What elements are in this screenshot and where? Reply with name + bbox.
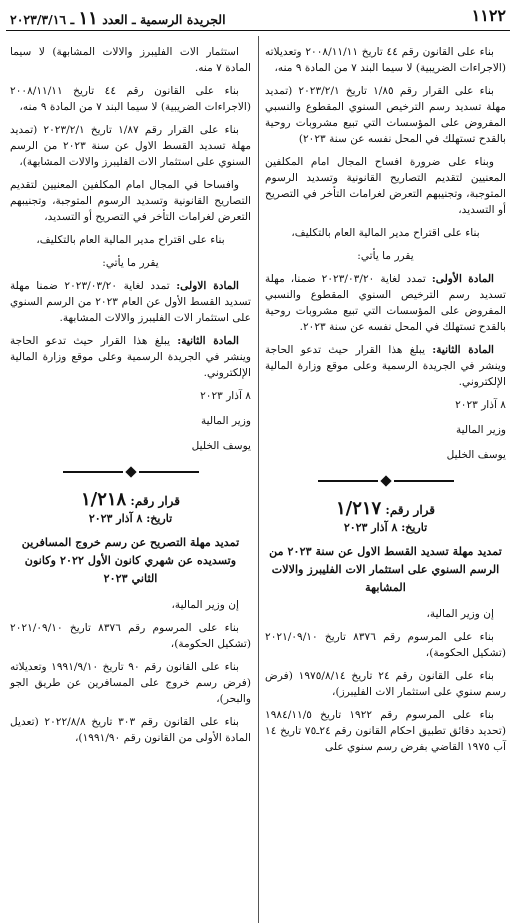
paragraph: بناء على المرسوم رقم ١٩٢٢ تاريخ ١٩٨٤/١١/٥ (تحديد دقائق تطبيق احكام القانون رقم ٢٤ـ٧٥ تاريخ ١٤ آب ١٩٧٥ القاضي بفرض رسم سنوي على [265, 709, 506, 753]
signature-date: ٨ آذار ٢٠٢٣ [455, 399, 506, 411]
article-2 [265, 342, 506, 390]
paragraph: بناء على القانون رقم ٤٤ تاريخ ٢٠٠٨/١١/١١ (الاجراءات الضريبية) لا سيما البند ٧ من المادة ٩ منه، [10, 85, 251, 113]
decides-line: يقرر ما يأتي: [357, 250, 414, 262]
decision-number: قرار رقم: ١/٢١٨ [80, 489, 181, 510]
paragraph: بناء على القانون رقم ٢٤ تاريخ ١٩٧٥/٨/١٤ (فرض رسم سنوي على استثمار الات الفليبرز)، [265, 670, 506, 698]
proposal-line: بناء على اقتراح مدير المالية العام بالتكليف، [291, 227, 480, 239]
decision-date: تاريخ: ٨ آذار ٢٠٢٣ [88, 512, 173, 525]
article-label: المادة الثانية: [432, 344, 494, 356]
paragraph: إن وزير المالية، [426, 608, 494, 620]
decision-title: تمديد مهلة التصريح عن رسم خروج المسافرين وتسديده عن شهري كانون الأول ٢٠٢٢ وكانون الثاني ٢٠٢٣ [21, 535, 240, 585]
article-text: تمدد لغاية ٢٠٢٣/٠٣/٢٠ ضمنا، مهلة تسديد رسم الترخيص السنوي المقطوع والنسبي المفروض على المؤسسات التي تبيع مشروبات روحية بالقدح تستهلك في المحل نفسه عن سنة ٢٠٢٣. [265, 273, 506, 333]
article-text: تمدد لغاية ٢٠٢٣/٠٣/٢٠ ضمنا مهلة تسديد القسط الأول عن العام ٢٠٢٣ من الرسم السنوي على استثمار الات الفليبرز والالات المشابهة. [10, 280, 251, 324]
signature-date: ٨ آذار ٢٠٢٣ [200, 390, 251, 402]
paragraph: استثمار الات الفليبرز والالات المشابهة) لا سيما المادة ٧ منه. [10, 46, 251, 74]
paragraph: بناء على المرسوم رقم ٨٣٧٦ تاريخ ٢٠٢١/٠٩/١٠ (تشكيل الحكومة)، [265, 631, 506, 659]
paragraph: بناء على القرار رقم ١/٨٥ تاريخ ٢٠٢٣/٢/١ (تمديد مهلة تسديد رسم الترخيص السنوي المقطوع والنسبي المفروض على المؤسسات التي تبيع مشروبات روحية بالقدح تستهلك في المحل نفسه عن سنة ٢٠٢٣) [265, 85, 506, 145]
paragraph: بناء على المرسوم رقم ٨٣٧٦ تاريخ ٢٠٢١/٠٩/١٠ (تشكيل الحكومة)، [10, 622, 251, 650]
header-rule [6, 30, 510, 31]
left-column [10, 44, 251, 753]
article-text: يبلغ هذا القرار حيث تدعو الحاجة وينشر في الجريدة الرسمية وعلى موقع وزارة المالية الإلكتروني. [10, 335, 251, 379]
article-text: يبلغ هذا القرار حيث تدعو الحاجة وينشر في الجريدة الرسمية وعلى موقع وزارة المالية الإلكتروني. [265, 344, 506, 388]
paragraph: بناء على القرار رقم ١/٨٧ تاريخ ٢٠٢٣/٢/١ (تمديد مهلة تسديد القسط الاول عن سنة ٢٠٢٣ من الرسم السنوي على استثمار الات الفليبرز والالات المشابهة)، [10, 124, 252, 168]
signature-title: وزير المالية [455, 424, 506, 436]
gazette-title [10, 8, 226, 29]
article-2 [10, 333, 251, 381]
paragraph: بناء على القانون رقم ٤٤ تاريخ ٢٠٠٨/١١/١١ وتعديلاته (الاجراءات الضريبية) لا سيما البند ٧ من المادة ٩ منه، [265, 46, 506, 74]
paragraph: وافساحا في المجال امام المكلفين المعنيين لتقديم التصاريح القانونية وتسديد الرسوم المتوجبة، وتجنيبهم التعرض لغرامات التأخر في التصريح أو التسديد، [10, 179, 251, 223]
article-1 [10, 278, 251, 326]
decision-title: تمديد مهلة تسديد القسط الاول عن سنة ٢٠٢٣ من الرسم السنوي على استثمار الات الفليبرز والالات المشابهة [269, 544, 502, 594]
signature-title: وزير المالية [200, 415, 251, 427]
paragraph: بناء على القانون رقم ٣٠٣ تاريخ ٢٠٢٢/٨/٨ (تعديل المادة الأولى من القانون رقم ١٩٩١/٩٠)، [10, 716, 251, 744]
article-label: المادة الأولى: [431, 273, 494, 285]
decides-line: يقرر ما يأتي: [102, 257, 159, 269]
issue-date: ـ ٢٠٢٣/٣/١٦ [10, 12, 75, 27]
signature-name: يوسف الخليل [446, 449, 506, 461]
article-label: المادة الاولى: [176, 280, 239, 292]
section-divider [10, 468, 251, 476]
column-divider [258, 36, 259, 923]
paragraph: إن وزير المالية، [171, 599, 239, 611]
article-1 [265, 271, 506, 335]
page-number: ١١٢٢ [471, 6, 506, 25]
right-column [265, 44, 506, 762]
paragraph: وبناء على ضرورة افساح المجال امام المكلفين المعنيين لتقديم التصاريح القانونية وتسديد الرسوم المتوجبة، وتجنيبهم التعرض لغرامات التأخر في التصريح أو التسديد، [265, 156, 506, 216]
proposal-line: بناء على اقتراح مدير المالية العام بالتكليف، [36, 234, 225, 246]
decision-number: قرار رقم: ١/٢١٧ [335, 498, 436, 519]
page-header [6, 6, 510, 28]
article-label: المادة الثانية: [177, 335, 239, 347]
section-divider [265, 477, 506, 485]
decision-date: تاريخ: ٨ آذار ٢٠٢٣ [343, 521, 428, 534]
signature-name: يوسف الخليل [191, 440, 251, 452]
issue-number: ١١ [78, 8, 98, 29]
paragraph: بناء على القانون رقم ٩٠ تاريخ ١٩٩١/٩/١٠ وتعديلاته (فرض رسم خروج على المسافرين عن طريق الجو والبحر)، [10, 661, 251, 705]
gazette-name: الجريدة الرسمية ـ العدد [102, 12, 226, 27]
